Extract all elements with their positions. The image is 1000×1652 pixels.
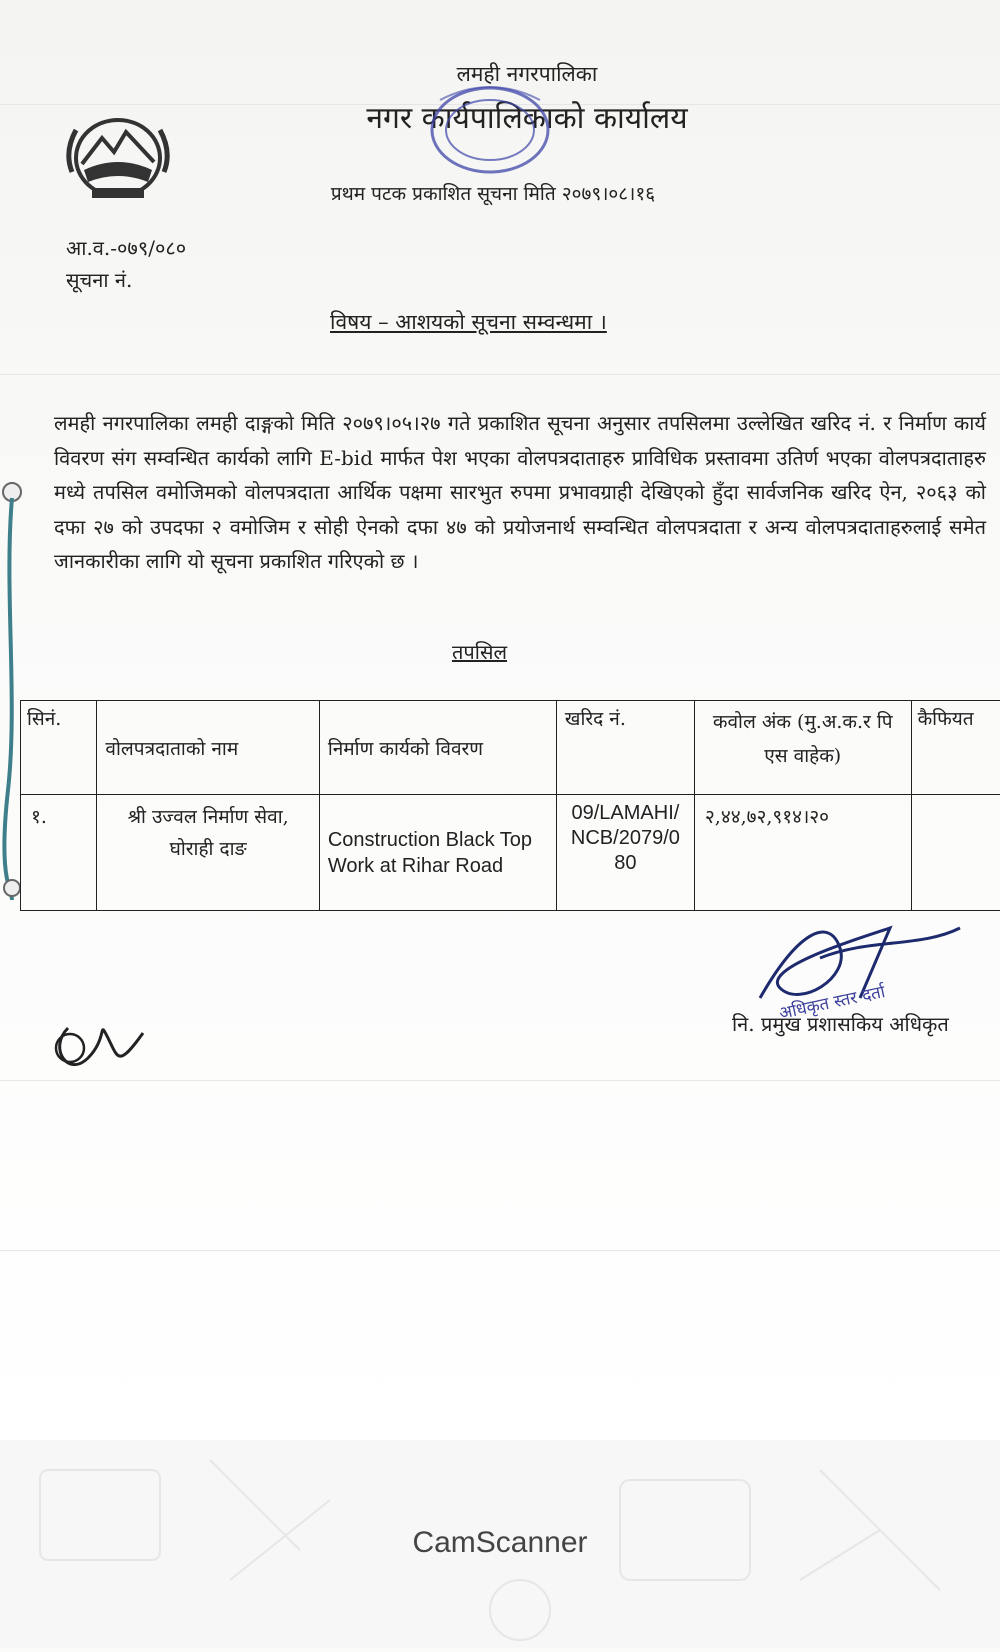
scan-line: [0, 374, 1000, 375]
header-work: निर्माण कार्यको विवरण: [319, 701, 556, 795]
registration-stamp: अधिकृत स्तर दर्ता: [777, 979, 887, 1024]
header-amount: कवोल अंक (मु.अ.क.र पि एस वाहेक): [694, 701, 911, 795]
header-procurement-no: खरिद नं.: [556, 701, 694, 795]
scan-line: [0, 1250, 1000, 1251]
header-sn: सिनं.: [21, 701, 97, 795]
municipality-name: लमही नगरपालिका: [27, 60, 1000, 88]
bid-table: [20, 700, 1000, 911]
scanner-footer: [0, 1440, 1000, 1648]
camscanner-brand: CamScanner: [0, 1526, 1000, 1560]
office-name: नगर कार्यपालिकाको कार्यालय: [27, 96, 1000, 137]
table-row: [21, 795, 1000, 911]
notice-body: लमही नगरपालिका लमही दाङ्गको मिति २०७९।०५।२७ गते प्रकाशित सूचना अनुसार तपसिलमा उल्लेखित खरिद नं. र निर्माण कार्य विवरण संग सम्वन्धित कार्यको लागि E-bid मार्फत पेश भएका वोलपत्रदाताहरु प्राविधिक प्रस्तावमा उतिर्ण भएका वोलपत्रदाताहरु मध्ये तपसिल वमोजिमको वोलपत्रदाता आर्थिक पक्षमा सारभुत रुपमा प्रभावग्राही देखिएको हुँदा सार्वजनिक खरिद ऐन, २०६३ को दफा २७ को उपदफा २ वमोजिम र सोही ऐनको दफा ४७ को प्रयोजनार्थ सम्वन्धित वोलपत्रदाता र अन्य वोलपत्रदाताहरुलाई समेत जानकारीका लागि यो सूचना प्रकाशित गरिएको छ ।: [54, 406, 986, 579]
signer-title: नि. प्रमुख प्रशासकिय अधिकृत: [732, 1010, 949, 1037]
cell-bidder: श्री उज्वल निर्माण सेवा, घोराही दाङ: [97, 795, 319, 911]
fiscal-year: आ.व.-०७९/०८०: [66, 234, 186, 261]
scan-line: [0, 1080, 1000, 1081]
cell-amount: २,४४,७२,९१४।२०: [694, 795, 911, 911]
subject-line: विषय – आशयको सूचना सम्वन्धमा ।: [330, 308, 607, 336]
table-header-row: [21, 701, 1000, 795]
header-remarks: कैफियत: [911, 701, 1000, 795]
cell-procurement-no: 09/LAMAHI/ NCB/2079/0 80: [556, 795, 694, 911]
notice-number: सूचना नं.: [66, 266, 132, 293]
cell-sn: १.: [21, 795, 97, 911]
office-stamp: [410, 78, 590, 198]
initial-signature: [48, 1008, 148, 1078]
header-bidder: वोलपत्रदाताको नाम: [97, 701, 319, 795]
cell-work: Construction Black Top Work at Rihar Road: [319, 795, 556, 911]
annex-title: तपसिल: [452, 638, 507, 665]
cell-remarks: [911, 795, 1000, 911]
first-published-date: प्रथम पटक प्रकाशित सूचना मिति २०७९।०८।१६: [0, 180, 993, 206]
